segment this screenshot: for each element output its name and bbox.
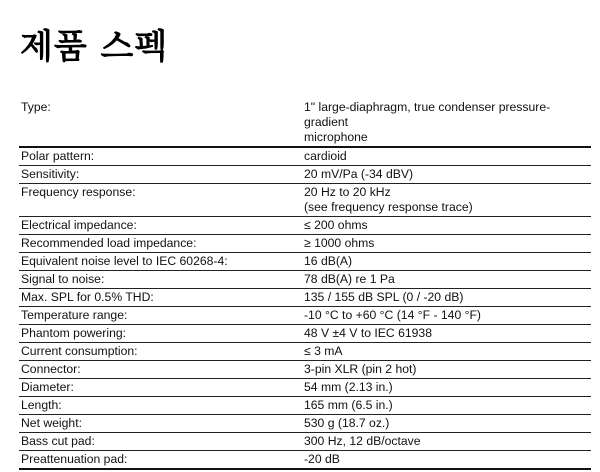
spec-label: Bass cut pad: bbox=[19, 433, 302, 451]
spec-row bbox=[19, 271, 591, 289]
spec-row bbox=[19, 343, 591, 361]
spec-value-line: microphone bbox=[304, 130, 368, 144]
spec-label: Temperature range: bbox=[19, 307, 302, 325]
spec-value bbox=[302, 433, 591, 451]
spec-row bbox=[19, 99, 591, 147]
spec-value bbox=[302, 451, 591, 470]
spec-label: Diameter: bbox=[19, 379, 302, 397]
spec-value bbox=[302, 289, 591, 307]
spec-value bbox=[302, 166, 591, 184]
spec-row bbox=[19, 289, 591, 307]
spec-row bbox=[19, 253, 591, 271]
spec-value-line: 48 V ±4 V to IEC 61938 bbox=[304, 326, 432, 340]
page-title: 제품 스펙 bbox=[20, 27, 169, 67]
spec-value-line: cardioid bbox=[304, 149, 347, 163]
spec-label: Connector: bbox=[19, 361, 302, 379]
spec-value bbox=[302, 217, 591, 235]
spec-label: Max. SPL for 0.5% THD: bbox=[19, 289, 302, 307]
spec-value-line: -10 °C to +60 °C (14 °F - 140 °F) bbox=[304, 308, 481, 322]
spec-row bbox=[19, 184, 591, 217]
spec-row bbox=[19, 235, 591, 253]
spec-label: Electrical impedance: bbox=[19, 217, 302, 235]
spec-value bbox=[302, 271, 591, 289]
spec-table-body bbox=[19, 99, 591, 469]
spec-value bbox=[302, 184, 591, 217]
spec-value-line: 135 / 155 dB SPL (0 / -20 dB) bbox=[304, 290, 464, 304]
spec-row bbox=[19, 433, 591, 451]
spec-row bbox=[19, 361, 591, 379]
spec-row bbox=[19, 307, 591, 325]
spec-value bbox=[302, 325, 591, 343]
spec-value-line: ≤ 200 ohms bbox=[304, 218, 368, 232]
spec-row bbox=[19, 397, 591, 415]
spec-value bbox=[302, 379, 591, 397]
spec-label: Equivalent noise level to IEC 60268-4: bbox=[19, 253, 302, 271]
spec-label: Current consumption: bbox=[19, 343, 302, 361]
spec-value bbox=[302, 147, 591, 166]
spec-table bbox=[19, 99, 591, 470]
spec-value-line: 20 Hz to 20 kHz bbox=[304, 185, 391, 199]
spec-value-line: ≤ 3 mA bbox=[304, 344, 343, 358]
spec-value-line: 1" large-diaphragm, true condenser pressure-gradient bbox=[304, 100, 551, 129]
spec-value-line: 20 mV/Pa (-34 dBV) bbox=[304, 167, 414, 181]
spec-value-line: 16 dB(A) bbox=[304, 254, 353, 268]
spec-label: Type: bbox=[19, 99, 302, 147]
spec-value bbox=[302, 415, 591, 433]
spec-value bbox=[302, 307, 591, 325]
spec-value-line: 530 g (18.7 oz.) bbox=[304, 416, 390, 430]
spec-label: Phantom powering: bbox=[19, 325, 302, 343]
spec-value bbox=[302, 235, 591, 253]
spec-row bbox=[19, 166, 591, 184]
spec-value-line: 54 mm (2.13 in.) bbox=[304, 380, 393, 394]
spec-label: Preattenuation pad: bbox=[19, 451, 302, 470]
spec-label: Recommended load impedance: bbox=[19, 235, 302, 253]
spec-label: Frequency response: bbox=[19, 184, 302, 217]
spec-value-line: 165 mm (6.5 in.) bbox=[304, 398, 393, 412]
spec-value bbox=[302, 361, 591, 379]
spec-value-line: -20 dB bbox=[304, 452, 340, 466]
spec-row bbox=[19, 451, 591, 470]
spec-row bbox=[19, 217, 591, 235]
spec-label: Signal to noise: bbox=[19, 271, 302, 289]
spec-row bbox=[19, 379, 591, 397]
spec-row bbox=[19, 415, 591, 433]
spec-label: Polar pattern: bbox=[19, 147, 302, 166]
spec-value bbox=[302, 253, 591, 271]
spec-label: Net weight: bbox=[19, 415, 302, 433]
spec-value-line: 3-pin XLR (pin 2 hot) bbox=[304, 362, 417, 376]
spec-value bbox=[302, 99, 591, 147]
spec-value-line: 78 dB(A) re 1 Pa bbox=[304, 272, 395, 286]
spec-label: Sensitivity: bbox=[19, 166, 302, 184]
spec-value bbox=[302, 397, 591, 415]
spec-label: Length: bbox=[19, 397, 302, 415]
spec-value-line: ≥ 1000 ohms bbox=[304, 236, 375, 250]
spec-row bbox=[19, 147, 591, 166]
spec-value-line: (see frequency response trace) bbox=[304, 200, 473, 214]
spec-row bbox=[19, 325, 591, 343]
spec-value bbox=[302, 343, 591, 361]
spec-value-line: 300 Hz, 12 dB/octave bbox=[304, 434, 421, 448]
